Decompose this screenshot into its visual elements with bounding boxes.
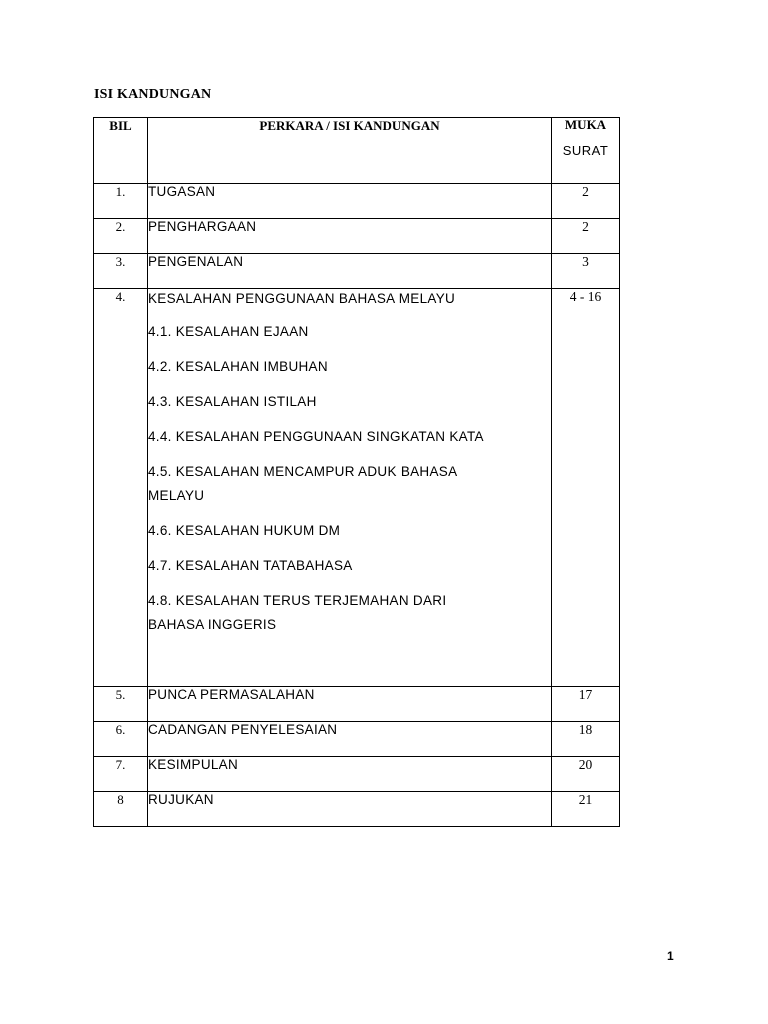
row-item: KESIMPULAN: [148, 757, 552, 792]
row-item: KESALAHAN PENGGUNAAN BAHASA MELAYU: [148, 291, 456, 306]
page-title: ISI KANDUNGAN: [94, 87, 212, 102]
row-page: 20: [552, 757, 620, 792]
row-number: 2.: [94, 219, 148, 254]
list-item: 4.5. KESALAHAN MENCAMPUR ADUK BAHASA MELAYU: [148, 464, 457, 503]
row-item: RUJUKAN: [148, 792, 552, 827]
page-number: 1: [667, 949, 674, 963]
row-number: 5.: [94, 687, 148, 722]
list-item: 4.1. KESALAHAN EJAAN: [148, 324, 309, 339]
row-page: 21: [552, 792, 620, 827]
row-page: 2: [552, 219, 620, 254]
table-row: [94, 289, 620, 687]
list-item: 4.3. KESALAHAN ISTILAH: [148, 394, 317, 409]
table-row: [94, 254, 620, 289]
row-number: 1.: [94, 184, 148, 219]
header-muka: MUKA: [564, 117, 607, 132]
table-row: [94, 722, 620, 757]
list-item: 4.7. KESALAHAN TATABAHASA: [148, 558, 353, 573]
row-item: TUGASAN: [148, 184, 552, 219]
list-item: 4.4. KESALAHAN PENGGUNAAN SINGKATAN KATA: [148, 429, 484, 444]
header-surat: SURAT: [562, 143, 609, 158]
row-item: PUNCA PERMASALAHAN: [148, 687, 552, 722]
row-number: 3.: [94, 254, 148, 289]
row-page: 4 - 16: [552, 289, 620, 687]
table-of-contents: [93, 117, 620, 827]
table-row: [94, 757, 620, 792]
row-number: 6.: [94, 722, 148, 757]
row-page: 3: [552, 254, 620, 289]
row-number: 7.: [94, 757, 148, 792]
row-item: PENGENALAN: [148, 254, 552, 289]
table-row: [94, 687, 620, 722]
list-item: 4.2. KESALAHAN IMBUHAN: [148, 359, 328, 374]
table-row: [94, 219, 620, 254]
header-perkara: PERKARA / ISI KANDUNGAN: [148, 118, 552, 184]
row-page: 2: [552, 184, 620, 219]
table-header-row: [94, 118, 620, 184]
table-row: [94, 792, 620, 827]
row-page: 17: [552, 687, 620, 722]
row-page: 18: [552, 722, 620, 757]
row-item: CADANGAN PENYELESAIAN: [148, 722, 552, 757]
row-number: 8: [94, 792, 148, 827]
header-bil: BIL: [94, 118, 148, 184]
list-item: 4.6. KESALAHAN HUKUM DM: [148, 523, 341, 538]
row-number: 4.: [94, 289, 148, 687]
subitem-list: [148, 320, 551, 637]
row-item-with-subitems: [148, 289, 552, 687]
list-item: 4.8. KESALAHAN TERUS TERJEMAHAN DARI BAHASA INGGERIS: [148, 593, 447, 632]
table-row: [94, 184, 620, 219]
header-muka-surat: [552, 118, 620, 184]
row-item: PENGHARGAAN: [148, 219, 552, 254]
